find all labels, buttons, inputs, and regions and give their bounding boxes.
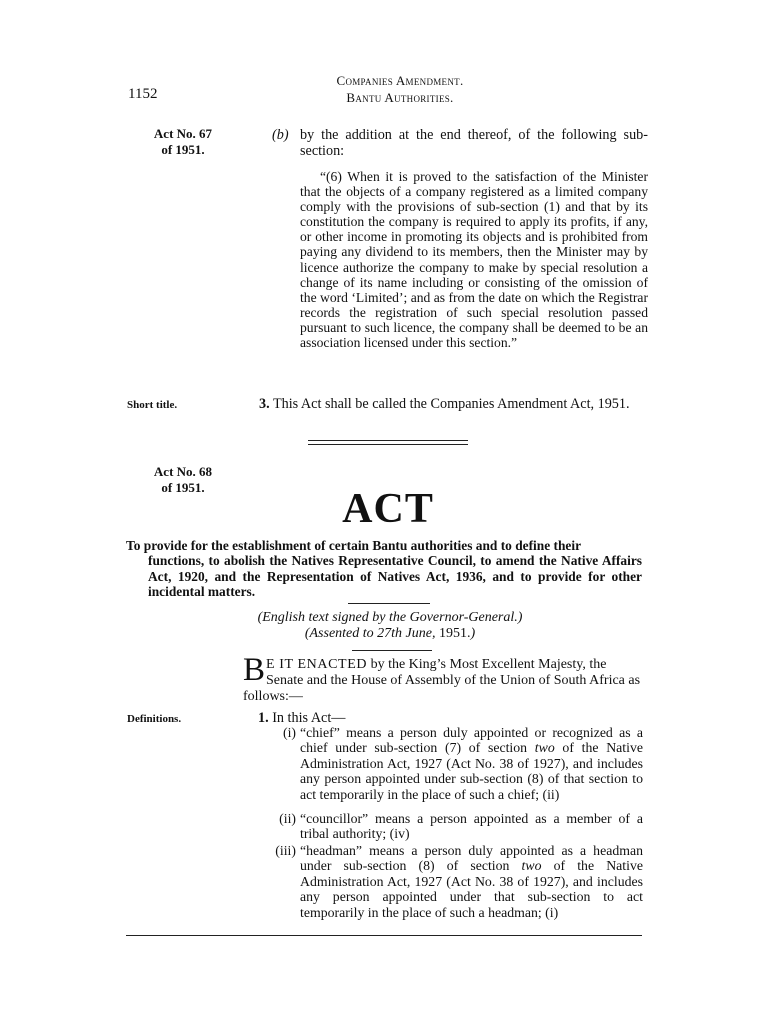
running-title-line1: Companies Amendment. (336, 73, 464, 88)
short-rule-top (348, 603, 430, 604)
assent-year: 1951. (438, 626, 471, 641)
act-heading: ACT (342, 486, 434, 532)
long-title-rest: functions, to abolish the Natives Representative Council, to amend the Native Affairs Act, 1920, and the Representation of Natives Act, 1936, and to provide for other incidental matters. (148, 553, 642, 599)
definition-headman (275, 843, 643, 920)
definition-label: (ii) (279, 811, 296, 826)
margin-act-number: Act No. 68 (153, 464, 213, 479)
footer-rule (126, 935, 642, 936)
running-head (280, 72, 520, 106)
act-separator-rule (308, 440, 468, 445)
assent-signed: (English text signed by the Governor-General.) (257, 610, 523, 625)
section-1-heading (258, 710, 346, 726)
definition-councillor (279, 811, 643, 842)
drop-cap: B (243, 652, 266, 688)
assent-prefix: (Assented to 27th June, (304, 626, 439, 641)
section-3-text: This Act shall be called the Companies Amendment Act, 1951. (272, 396, 630, 412)
definitions-margin: Definitions. (127, 713, 182, 725)
running-title-line2: Bantu Authorities. (346, 90, 454, 105)
definition-italic: two (521, 858, 542, 874)
definition-label: (i) (282, 725, 296, 740)
definition-text: “headman” means a person duly appointed as a headman under sub-section (8) of section (300, 843, 643, 874)
enact-rest: by the King’s Most Excellent Majesty, the Senate and the House of Assembly of the Union of South Africa as follows:— (243, 657, 641, 704)
page-number: 1152 (128, 86, 158, 102)
margin-act-68 (142, 464, 224, 496)
enact-caps: E IT ENACTED (266, 657, 368, 672)
section-1-number: 1. (258, 710, 269, 726)
definition-italic: two (534, 740, 555, 756)
assent-date (200, 626, 580, 642)
definition-label: (iii) (275, 843, 296, 858)
section-1-intro: In this Act— (272, 710, 346, 726)
amendment-intro: by the addition at the end thereof, of the following sub-section: (300, 127, 648, 159)
short-title-margin: Short title. (127, 399, 178, 411)
long-title (126, 538, 642, 599)
margin-act-number: Act No. 67 (153, 126, 213, 141)
section-3 (243, 396, 647, 412)
enacting-formula (243, 652, 643, 704)
margin-act-67 (142, 126, 224, 158)
amendment-label: (b) (272, 127, 289, 143)
definition-text: “councillor” means a person appointed as a member of a tribal authority; (iv) (300, 811, 643, 842)
definition-text-cont: of the Native Administration Act, 1927 (Act No. 38 of 1927), and includes any person appointed under sub-section (8) of that section to act temporarily in the place of such a chief; (ii) (300, 740, 643, 802)
short-rule-bottom (352, 650, 432, 651)
definition-chief (282, 725, 643, 802)
margin-act-year: of 1951. (161, 142, 205, 157)
definition-text-cont: of the Native Administration Act, 1927 (Act No. 38 of 1927), and includes any person appointed under that sub-section to act temporarily in the place of such a headman; (i) (300, 858, 643, 920)
assent-suffix: ) (470, 626, 476, 641)
long-title-first-line: To provide for the establishment of certain Bantu authorities and to define their (126, 538, 582, 553)
margin-act-year: of 1951. (161, 480, 205, 495)
quoted-subsection: “(6) When it is proved to the satisfaction of the Minister that the objects of a company registered as a limited company comply with the provisions of sub-section (1) and that by its constitution the company is required to apply its profits, if any, or other income in promoting its objects and is prohibited from paying any dividend to its members, then the Minister may by licence authorize the company to make by special resolution a change of its name including or consisting of the omission of the word ‘Limited’; and as from the date on which the Registrar records the registration of such special resolution passed pursuant to such licence, the company shall be deemed to be an association licensed under this section.” (300, 169, 648, 351)
section-3-number: 3. (259, 396, 270, 412)
definition-text: “chief” means a person duly appointed or recognized as a chief under sub-section (7) of section (300, 725, 643, 756)
